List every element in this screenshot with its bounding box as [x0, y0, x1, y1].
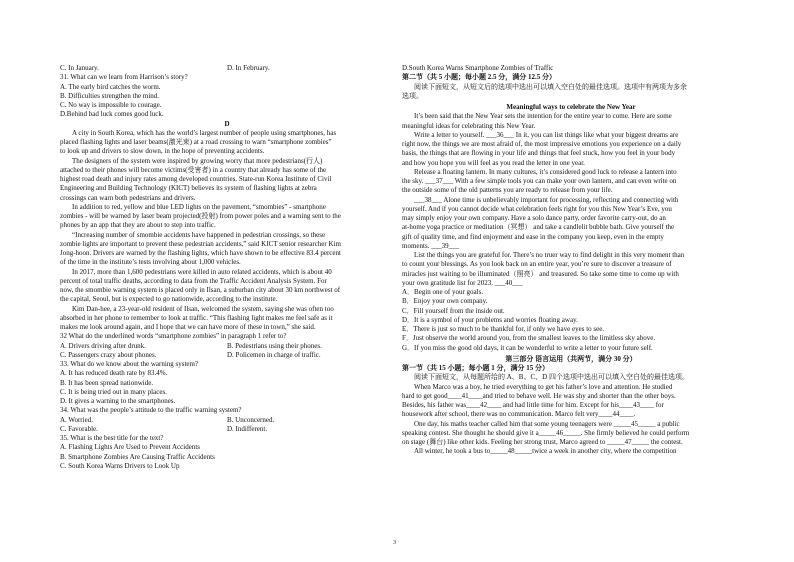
passage-line: and how you hope you will feel as you read the letter in one year. [402, 158, 585, 167]
section1-header: 第一节（共 15 小题；每小题 1 分，满分 15 分） [402, 364, 549, 372]
section2-instructions: 选项。 [402, 91, 423, 100]
passage-line: Write a letter to yourself. ___36___ In it, you can list things like what your biggest dreams are [414, 130, 679, 139]
passage-line: of the time in the institute’s tests involving about 1,000 vehicles. [60, 258, 241, 267]
left-column [60, 64, 394, 471]
q34-question: 34. What was the people’s attitude to the traffic warning system? [60, 406, 242, 415]
q31-option-d: D.Behind bad luck comes good luck. [60, 110, 164, 119]
q32-options-row [60, 342, 394, 351]
q31-option-a: A. The early bird catches the worm. [60, 82, 161, 91]
q32-option-c: C. Passengers crazy about phones. [60, 350, 157, 359]
choice-a: A．Begin one of your goals. [402, 288, 484, 296]
passage-line: gift of quality time, and find enjoyment and ease in the company you keep, even in the empty [402, 232, 664, 241]
passage-line: percent of total traffic deaths, according to data from the Traffic Accident Analysis System. For [60, 276, 327, 285]
q34-options-row [60, 425, 394, 434]
choice-b: B．Enjoy your own company. [402, 297, 488, 306]
cloze-line: When Marco was a boy, he tried everything to get his father’s love and attention. He studied [414, 382, 673, 391]
passage-title: Meaningful ways to celebrate the New Year [506, 103, 636, 111]
passage-letter: D [224, 119, 230, 128]
passage-line: In 2017, more than 1,600 pedestrians were killed in auto related accidents, which is about 40 [72, 267, 332, 276]
passage-line: Jong-hoon. Drivers are warned by the flashing lights, which have shown to be effective 83.4 percent [60, 249, 341, 257]
passage-line: In addition to red, yellow and blue LED lights on the pavement, “smombies” - smartphone [72, 202, 326, 211]
cloze-line: on stage (舞台) like other kids. Feeling her strong trust, Marco agreed to _____47_____ the contest. [402, 438, 683, 446]
cloze-line: speaking contest. She thought he should give it a_____46_____. She firmly believed he could perform [402, 428, 690, 437]
q33-question: 33. What do we know about the warning system? [60, 360, 199, 368]
passage-line: A city in South Korea, which has the world’s largest number of people using smartphones, has [72, 128, 337, 137]
q33-option-c: C. It is being tried out in many places. [60, 387, 167, 396]
passage-line: the capital, Seoul, but is expected to go nationwide, according to the institute. [60, 295, 278, 304]
passage-line: may simply enjoy your own company. Have a solo dance party, order favorite carry-out, do an [402, 214, 666, 222]
section2-instructions: 阅读下面短文，从短文后的选项中选出可以填入空白处的最佳选项。选项中有两项为多余 [414, 82, 687, 91]
q32-options-row [60, 351, 394, 360]
q30-option-d: D. In February. [227, 64, 270, 72]
section1-instructions: 阅读下面短文，从每题所给的 A、B、C、D 四个选项中选出可以填入空白处的最佳选项。 [414, 373, 689, 382]
passage-line: Engineering and Building Technology (KICT) believes its system of flashing lights at zebra [60, 184, 317, 193]
page-number: 3 [393, 540, 396, 546]
q34-option-c: C. Favorable. [60, 424, 98, 433]
q31-question: 31. What can we learn from Harrison’s story? [60, 73, 188, 82]
q34-option-b: B. Unconcerned. [227, 415, 275, 424]
passage-line: Release a floating lantern. In many cultures, it’s considered good luck to release a lantern into [414, 167, 677, 176]
q32-question: 32 What do the underlined words “smartphone zombies” in paragraph 1 refer to? [60, 332, 287, 341]
q32-option-d: D. Policemen in charge of traffic. [227, 350, 321, 359]
passage-line: right now, the things we are most afraid of, the most impressive emotions you experience on a daily [402, 140, 682, 148]
q34-options-row [60, 416, 394, 425]
cloze-line: housework after school, there was no communication. Marco felt very____44____. [402, 410, 636, 419]
q30-options [60, 64, 394, 73]
passage-line: the outside some of the old patterns you are ready to release from your life. [402, 186, 613, 195]
choice-d: D．It is a symbol of your problems and worries floating away. [402, 315, 578, 324]
choice-g: G．If you miss the good old days, it can be wonderful to write a letter to your future self. [402, 343, 653, 352]
cloze-passage [402, 383, 740, 457]
choice-f: F．Just observe the world around you, from the smallest leaves to the limitless sky above. [402, 334, 656, 343]
q30-option-c: C. In January. [60, 64, 99, 72]
q33-option-b: B. It has been spread nationwide. [60, 378, 154, 387]
passage-line: Kim Dan-hee, a 23-year-old resident of Ilsan, welcomed the system, saying she was often too [72, 304, 334, 313]
passage-line: to count your blessings. As you look back on an entire year, you’re sure to discover a treasure of [402, 260, 672, 269]
passage-line: yourself. And if you cannot decide what celebration feels right for you this New Year’s Eve, you [402, 204, 672, 213]
q35-option-c: C. South Korea Warns Drivers to Look Up [60, 461, 180, 470]
passage-line: highest road death and injury rates among developed countries. State-run Korea Institute of Civil [60, 175, 332, 183]
q34-option-a: A. Worried. [60, 415, 93, 424]
cloze-line: One day, his maths teacher called him that some young teenagers were _____45_____ a public [414, 419, 680, 428]
passage-line: moments. ___39___ [402, 241, 460, 250]
passage-d [60, 129, 394, 333]
passage-line: attached to their phones will become victims(受害者) in a country that already has some of the [60, 165, 327, 174]
q32-option-b: B. Pedestrians using their phones. [227, 341, 322, 350]
q31-option-b: B. Difficulties strengthen the mind. [60, 91, 160, 100]
q35-question: 35. What is the best title for the text? [60, 434, 164, 442]
part3-header: 第三部分 语言运用（共两节，满分 30 分） [505, 354, 637, 363]
passage-line: meaningful ideas for celebrating this New Year. [402, 121, 536, 130]
passage-line: your own gratitude list for 2023. ___40___ [402, 278, 523, 287]
passage-line: absorbed in her phone to remember to look at traffic. “This flashing light makes me feel safe as it [60, 313, 333, 322]
q33-option-a: A. It has reduced death rate by 83.4%. [60, 369, 168, 378]
passage-line: “Increasing number of smombie accidents have happened in pedestrian crossings, so these [72, 230, 326, 239]
passage-line: crossings can warn both pedestrians and drivers. [60, 193, 196, 202]
cloze-line: All winter, he took a bus to_____48_____twice a week in another city, where the competition [414, 447, 677, 456]
section2-header: 第二节（共 5 小题；每小题 2.5 分，满分 12.5 分） [402, 73, 556, 82]
passage-line: the sky. ___37___ With a few simple tools you can make your own lantern, and can even write on [402, 177, 677, 185]
q35-option-a: A. Flashing Lights Are Used to Prevent Accidents [60, 443, 200, 452]
q35-option-d: D.South Korea Warns Smartphone Zombies of Traffic [402, 64, 554, 72]
passage-line: now, the smombie warning system is placed only in Ilsan, a suburban city about 30 km northwest of [60, 286, 341, 294]
passage-line: phones by an app that they are about to step into traffic. [60, 221, 216, 230]
right-column [402, 64, 740, 457]
passage-line: It’s been said that the New Year sets the intention for the entire year to come. Here are some [414, 112, 672, 121]
q34-option-d: D. Indifferent. [227, 424, 268, 433]
cloze-line: hard to get good____41____and tried to behave well. He was shy and shorter than the other boys. [402, 391, 676, 400]
q35-option-b: B. Smartphone Zombies Are Causing Traffic Accidents [60, 452, 215, 461]
passage-line: placed flashing lights and laser beams(激光束) at a road crossing to warn “smartphone zombies” [60, 138, 332, 146]
q31-option-c: C. No way is impossible to courage. [60, 101, 162, 109]
passage-line: at-home yoga practice or meditation（冥想） and take a candlelit bubble bath. Give yourself the [402, 223, 675, 232]
choice-e: E．There is just so much to be thankful for, if only we have eyes to see. [402, 325, 605, 333]
passage-line: zombies - will be warned by laser beam projected(投射) from power poles and a warning sent to the [60, 212, 341, 220]
cloze-line: Besides, his father was____42____ and had little time for him. Except for his____43____ for [402, 401, 664, 409]
passage-line: zombie lights are important to prevent these pedestrian accidents,” said KICT senior researcher Kim [60, 239, 341, 248]
passage-e [402, 112, 740, 288]
passage-line: miracles just waiting to be illuminated（照亮） and treasured. So take some time to come up with [402, 269, 679, 278]
passage-line: basis, the things that are flowing in your life and things that feel stuck, how you feel in your body [402, 149, 676, 158]
passage-line: List the things you are grateful for. There’s no truer way to find delight in this very moment than [414, 251, 685, 259]
choice-c: C．Fill yourself from the inside out. [402, 306, 505, 315]
passage-line: The designers of the system were inspired by growing worry that more pedestrians(行人) [72, 156, 323, 165]
passage-line: makes me look around again, and I hope that we can have more of these in town,” she said. [60, 323, 316, 331]
q33-option-d: D. It gives a warning to the smartphones. [60, 397, 176, 405]
passage-line: ___38___ Alone time is unbelievably important for processing, reflecting and connecting with [414, 195, 679, 204]
passage-line: to look up and drivers to slow down, in the hope of preventing accidents. [60, 147, 265, 156]
q32-option-a: A. Drivers driving after drunk. [60, 341, 146, 350]
